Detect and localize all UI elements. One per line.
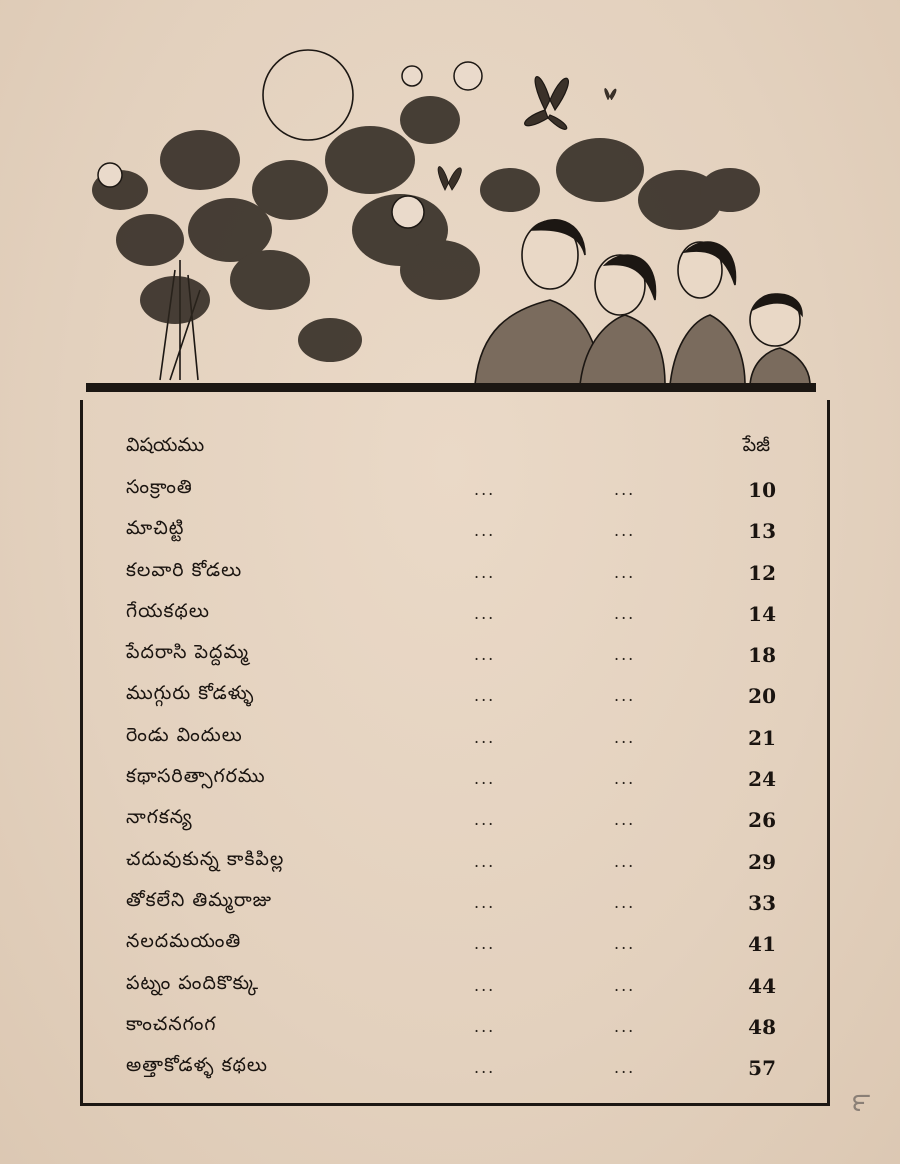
toc-entry-page: 14 [748,601,776,626]
table-of-contents [126,472,776,1091]
leader-dots: ... [614,975,636,995]
leader-dots: ... [474,1058,496,1078]
leader-dots: ... [614,521,636,541]
toc-entry-title: కలవారి కోడలు [126,558,243,581]
leader-dots: ... [474,810,496,830]
leader-dots: ... [474,892,496,912]
page-heading: పేజీ [742,434,770,456]
leader-dots: ... [614,934,636,954]
toc-entry-page: 41 [748,932,776,957]
toc-entry [126,926,776,967]
contents-heading: విషయము [126,434,205,456]
toc-entry [126,1009,776,1050]
toc-entry-page: 33 [748,890,776,915]
leader-dots: ... [474,769,496,789]
leader-dots: ... [614,892,636,912]
child-figure [475,220,600,385]
leader-dots: ... [614,851,636,871]
leader-dots: ... [614,1016,636,1036]
leader-dots: ... [474,480,496,499]
child-figure [750,294,810,385]
leader-dots: ... [614,645,636,665]
leader-dots: ... [614,603,636,623]
toc-entry-page: 10 [748,478,776,502]
toc-entry-page: 18 [748,643,776,668]
top-rule [86,383,816,392]
toc-entry-page: 29 [748,849,776,874]
toc-entry-page: 24 [748,767,776,792]
leader-dots: ... [474,603,496,623]
flower-icon [402,66,422,86]
flower-icon [454,62,482,90]
leader-dots: ... [614,480,636,499]
toc-entry [126,555,776,596]
toc-entry [126,596,776,637]
toc-entry [126,637,776,678]
toc-entry-title: పేదరాసి పెద్దమ్మ [126,641,250,664]
toc-entry [126,678,776,719]
toc-entry-page: 20 [748,684,776,709]
toc-entry-title: అత్తాకోడళ్ళ కథలు [126,1054,268,1077]
leader-dots: ... [614,769,636,789]
toc-entry [126,968,776,1009]
page-number-mark: ౯ [852,1088,871,1118]
toc-entry-title: గేయకథలు [126,599,210,622]
toc-entry [126,844,776,885]
toc-entry-page: 21 [748,725,776,750]
toc-entry-page: 12 [748,560,776,585]
leader-dots: ... [614,562,636,582]
leader-dots: ... [474,562,496,582]
flower-icon [98,163,122,187]
toc-entry-page: 13 [748,519,776,544]
left-bush [92,130,362,362]
toc-entry [126,1050,776,1091]
toc-entry [126,513,776,554]
leader-dots: ... [474,521,496,541]
toc-entry [126,802,776,843]
leader-dots: ... [474,851,496,871]
leader-dots: ... [474,645,496,665]
toc-entry-title: ముగ్గురు కోడళ్ళు [126,682,255,705]
toc-entry-page: 44 [748,973,776,998]
toc-entry-page: 26 [748,808,776,833]
toc-entry [126,720,776,761]
flower-icon [392,196,424,228]
insect-icon [605,88,617,100]
toc-header [126,434,774,464]
child-figure [670,242,745,385]
toc-entry-page: 57 [748,1056,776,1081]
butterfly-icon [525,77,569,130]
leader-dots: ... [474,934,496,954]
leader-dots: ... [614,1058,636,1078]
leader-dots: ... [474,975,496,995]
butterfly-icon [438,167,461,190]
leader-dots: ... [614,686,636,706]
toc-entry [126,761,776,802]
toc-entry-title: చదువుకున్న కాకిపిల్ల [126,847,285,870]
toc-entry-title: తోకలేని తిమ్మరాజు [126,888,273,911]
toc-entry-page: 48 [748,1014,776,1039]
leader-dots: ... [614,727,636,747]
right-bush [480,138,760,230]
leader-dots: ... [614,810,636,830]
toc-entry-title: కథాసరిత్సాగరము [126,765,266,788]
leader-dots: ... [474,1016,496,1036]
toc-entry [126,472,776,513]
leader-dots: ... [474,727,496,747]
toc-entry-title: సంక్రాంతి [126,476,193,498]
toc-entry-title: కాంచనగంగ [126,1012,217,1035]
children-garden-illustration [80,40,820,385]
leader-dots: ... [474,686,496,706]
toc-entry-title: నలదమయంతి [126,930,242,953]
sun-icon [263,50,353,140]
child-figure [580,255,665,385]
toc-entry-title: మాచిట్టి [126,517,185,540]
toc-entry-title: రెండు విందులు [126,723,243,746]
toc-entry-title: నాగకన్య [126,806,193,829]
toc-entry [126,885,776,926]
toc-entry-title: పట్నం పందికొక్కు [126,971,260,994]
